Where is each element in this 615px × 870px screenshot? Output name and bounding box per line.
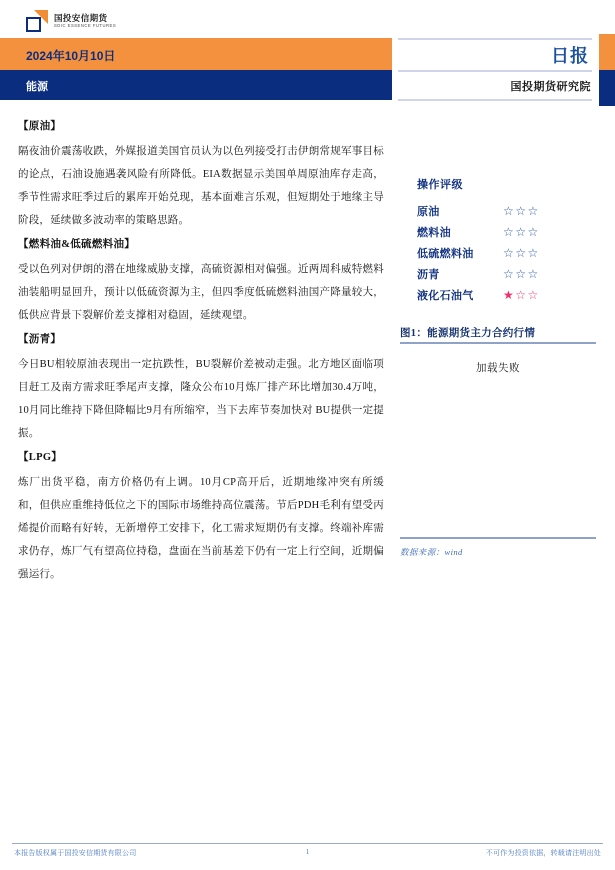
edge-strip-orange xyxy=(599,34,615,70)
logo-text-cn: 国投安信期货 xyxy=(54,12,108,23)
section-heading: 【燃料油&低硫燃料油】 xyxy=(18,239,136,250)
figure-source: 数据来源：wind xyxy=(400,547,463,557)
company-logo xyxy=(26,10,116,32)
section-paragraph: 今日BU相较原油表现出一定抗跌性，BU裂解价差被动走强。北方地区面临项目赶工及南方需求旺季尾声支撑，隆众公布10月炼厂排产环比增加30.4万吨，10月同比维持下降但降幅比9月有所缩窄，当下去库节奏加快对 BU提供一定提振。 xyxy=(18,359,384,439)
footer-page-number: 1 xyxy=(305,848,310,856)
operation-rating-panel xyxy=(417,176,597,306)
header-rule-middle xyxy=(398,70,592,72)
report-body xyxy=(18,118,384,590)
figure-chart-area xyxy=(400,352,596,528)
section-bitumen xyxy=(18,331,384,445)
edge-strip-navy xyxy=(599,70,615,106)
section-heading: 【LPG】 xyxy=(18,452,63,463)
rating-row xyxy=(417,243,597,263)
section-paragraph: 受以色列对伊朗的潜在地缘威胁支撑，高硫资源相对偏强。近两周科威特燃料油装船明显回升，预计以低硫资源为主，但四季度低硫燃料油国产降量较大，低供应背景下裂解价差支撑相对稳固，延续观望。 xyxy=(18,264,384,321)
section-fuel-oil xyxy=(18,236,384,327)
rating-label: 燃料油 xyxy=(417,227,451,239)
rating-stars: ☆☆☆ xyxy=(503,204,540,218)
rating-label: 低硫燃料油 xyxy=(417,248,474,260)
section-paragraph: 隔夜油价震荡收跌，外媒报道美国官员认为以色列接受打击伊朗常规军事目标的论点，石油设施遇袭风险有所降低。EIA数据显示美国单周原油库存走高，季节性需求旺季过后的累库开始兑现，基本面难言乐观，但短期处于地缘主导阶段，延续做多波动率的策略思路。 xyxy=(18,146,384,226)
logo-text-en: SDIC ESSENCE FUTURES xyxy=(54,22,117,28)
report-type-title: 日报 xyxy=(551,46,589,66)
rating-row xyxy=(417,264,597,284)
logo-wordmark xyxy=(54,14,116,28)
rating-label: 原油 xyxy=(417,206,440,218)
rating-stars: ☆☆☆ xyxy=(503,246,540,260)
header-band-navy xyxy=(0,70,392,100)
ratings-title: 操作评级 xyxy=(417,179,463,191)
rating-stars: ★☆☆ xyxy=(503,288,540,302)
rating-label: 沥青 xyxy=(417,269,440,281)
logo-square-blue xyxy=(26,17,41,32)
section-lpg xyxy=(18,449,384,586)
figure-source-rule xyxy=(400,537,596,539)
section-paragraph: 炼厂出货平稳，南方价格仍有上调。10月CP高开后，近期地缘冲突有所缓和，但供应重维持低位之下的国际市场维持高位震荡。节后PDH毛利有望受丙烯提价而略有好转，无新增停工安排下，化工需求短期仍有支撑。终端补库需求仍存，炼厂气有望高位持稳，盘面在当前基差下仍有一定上行空间，近期偏强运行。 xyxy=(18,477,384,580)
rating-row xyxy=(417,201,597,221)
report-date: 2024年10月10日 xyxy=(26,49,116,63)
report-sector: 能源 xyxy=(26,81,48,93)
rating-stars: ☆☆☆ xyxy=(503,225,540,239)
rating-label: 液化石油气 xyxy=(417,290,474,302)
figure-load-failed-message: 加载失败 xyxy=(476,363,520,374)
figure-title: 图1：能源期货主力合约行情 xyxy=(400,328,536,339)
research-department: 国投期货研究院 xyxy=(510,81,591,93)
rating-row xyxy=(417,222,597,242)
header-rule-top xyxy=(398,38,592,40)
footer-copyright: 本报告版权属于国投安信期货有限公司 xyxy=(14,849,137,857)
rating-stars: ☆☆☆ xyxy=(503,267,540,281)
logo-mark-icon xyxy=(26,10,48,32)
section-crude-oil xyxy=(18,118,384,232)
rating-row xyxy=(417,285,597,305)
footer-disclaimer: 不可作为投资依据，转载请注明出处 xyxy=(485,849,601,857)
header-rule-bottom xyxy=(398,99,592,101)
footer-rule xyxy=(12,843,603,844)
figure-title-rule xyxy=(400,342,596,344)
section-heading: 【沥青】 xyxy=(18,334,62,345)
section-heading: 【原油】 xyxy=(18,121,62,132)
